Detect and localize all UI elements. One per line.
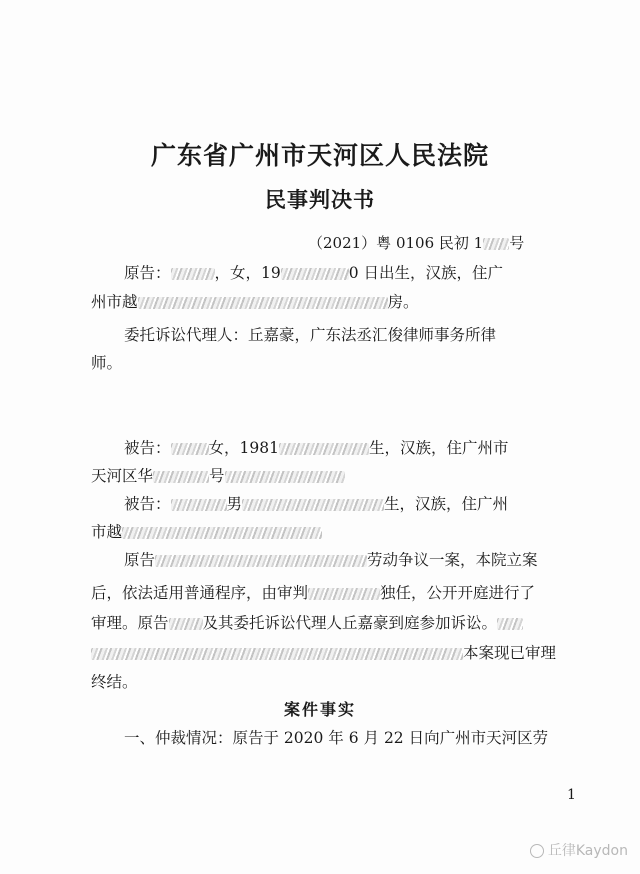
redaction-mark	[242, 499, 384, 511]
plaintiff-gender-text: ，女，19	[214, 264, 281, 282]
body-line-3	[91, 613, 523, 633]
body-text: 本案现已审理	[463, 644, 557, 662]
defendant1-address-start: 天河区华	[91, 467, 154, 485]
plaintiff-label: 原告：	[124, 264, 171, 282]
body-line-2	[91, 583, 535, 603]
defendant2-line-1	[124, 494, 508, 514]
body-line-1	[124, 550, 538, 570]
watermark	[530, 840, 628, 860]
case-number	[308, 232, 524, 253]
defendant1-address-mid: 号	[209, 467, 225, 485]
agent-line-1: 委托诉讼代理人：丘嘉豪，广东法丞汇俊律师事务所律	[124, 326, 497, 344]
redaction-mark	[171, 443, 209, 455]
redaction-mark	[171, 268, 215, 280]
defendant2-line-2	[91, 522, 322, 542]
defendant1-gender-text: 女，1981	[208, 439, 279, 457]
defendant1-line-1	[124, 438, 508, 458]
body-line-4	[91, 643, 556, 663]
defendant1-birth-text: 生，汉族，住广州市	[368, 439, 509, 457]
court-name: 广东省广州市天河区人民法院	[150, 141, 489, 170]
defendant2-label: 被告：	[124, 495, 171, 513]
defendant2-address-start: 市越	[91, 523, 123, 541]
document-type-title: 民事判决书	[265, 187, 375, 212]
plaintiff-birth-text: 0 日出生，汉族，住广	[348, 264, 504, 282]
redaction-mark	[122, 527, 322, 539]
body-text: 审理。原告	[91, 614, 169, 632]
page-number: 1	[567, 787, 576, 803]
redaction-mark	[153, 471, 209, 483]
body-text: 劳动争议一案，本院立案	[367, 551, 538, 569]
redaction-mark	[171, 499, 227, 511]
defendant2-birth-text: 生，汉族，住广州	[384, 495, 509, 513]
case-number-suffix: 号	[509, 234, 525, 252]
agent-line-2: 师。	[91, 354, 123, 372]
defendant2-gender-text: 男	[226, 495, 243, 513]
body-text: 及其委托诉讼代理人丘嘉豪到庭参加诉讼。	[202, 614, 498, 632]
watermark-text: 丘律Kaydon	[547, 843, 628, 859]
redaction-mark	[483, 238, 509, 250]
plaintiff-line-1	[124, 263, 503, 283]
body-text: 后，依法适用普通程序，由审判	[91, 584, 309, 602]
redaction-mark	[497, 618, 523, 630]
body-text: 独任，公开开庭进行了	[380, 584, 536, 602]
case-number-prefix: （2021）粤 0106 民初 1	[308, 234, 484, 252]
redaction-mark	[155, 555, 367, 567]
facts-line-1: 一、仲裁情况：原告于 2020 年 6 月 22 日向广州市天河区劳	[124, 729, 549, 747]
defendant1-label: 被告：	[124, 439, 171, 457]
redaction-mark	[91, 648, 463, 660]
plaintiff-line-2	[91, 292, 419, 312]
redaction-mark	[281, 268, 349, 280]
redaction-mark	[225, 471, 345, 483]
plaintiff-address-end: 房。	[387, 293, 419, 311]
body-line-5: 终结。	[91, 673, 138, 691]
platform-logo-icon	[530, 844, 544, 858]
section-heading: 案件事实	[283, 700, 356, 719]
redaction-mark	[308, 588, 380, 600]
body-text: 原告	[124, 551, 156, 569]
redaction-mark	[279, 443, 369, 455]
redaction-mark	[169, 618, 203, 630]
redaction-mark	[138, 297, 388, 309]
defendant1-line-2	[91, 466, 345, 486]
plaintiff-address-start: 州市越	[91, 293, 138, 311]
